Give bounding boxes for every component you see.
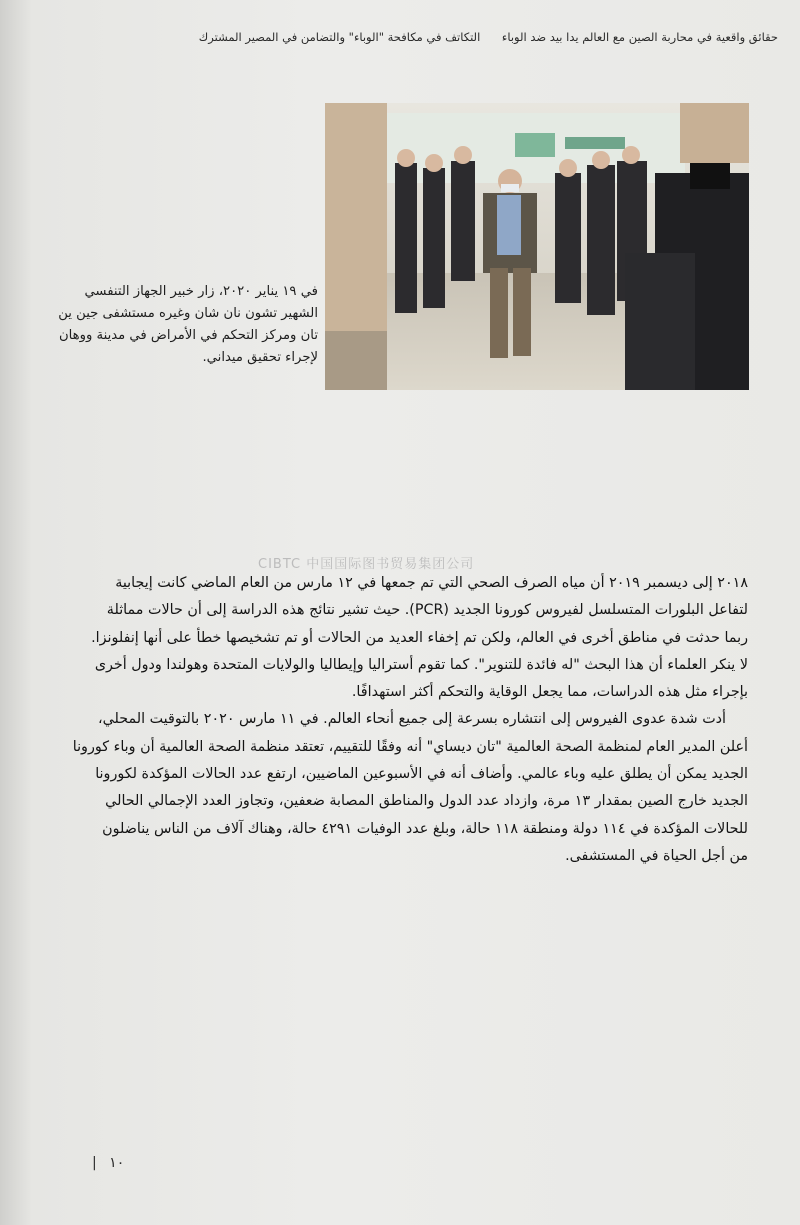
folio-separator: | [92,1155,97,1171]
caption-line: لإجراء تحقيق ميداني. [202,350,318,365]
body-line: ٢٠١٨ إلى ديسمبر ٢٠١٩ أن مياه الصرف الصحي التي تم جمعها في ١٢ مارس من العام الماضي كانت إيجابية [115,575,748,591]
body-line: لا ينكر العلماء أن هذا البحث "له فائدة للتنوير". كما تقوم أستراليا وإيطاليا والولايات المتحدة وهولندا ودول أخرى [94,656,748,673]
photo-illustration [325,103,749,390]
body-line: الجديد يمكن أن يطلق عليه وباء عالمي. وأضاف أنه في الأسبوعين الماضيين، ارتفع عدد الحالات المؤكدة لكورونا [95,766,748,783]
body-line: للحالات المؤكدة في ١١٤ دولة ومنطقة ١١٨ حالة، وبلغ عدد الوفيات ٤٢٩١ حالة، وهناك آلاف من الناس يناضلون [102,820,748,837]
body-line: ربما حدثت في مناطق أخرى في العالم، ولكن تم إخفاء العديد من الحالات أو تم تشخيصها خطأ على أنها إنفلونزا. [91,629,748,646]
running-header [150,30,778,44]
photo [325,103,749,390]
body-line: من أجل الحياة في المستشفى. [565,847,748,864]
body-line: الجديد خارج الصين بمقدار ١٣ مرة، وازداد عدد الدول والمناطق المصابة ضعفين، وتجاوز العدد الإجمالي الحالي [105,793,748,810]
caption-line: في ١٩ يناير ٢٠٢٠، زار خبير الجهاز التنفسي [84,284,318,299]
header-left-text: التكاتف في مكافحة "الوباء" والتضامن في المصير المشترك [198,30,481,44]
body-line: لتفاعل البلورات المتسلسل لفيروس كورونا الجديد (PCR). حيث تشير نتائج هذه الدراسة إلى أن حالات مماثلة [106,602,748,619]
publisher-watermark: CIBTC 中国国际图书贸易集团公司 [258,557,475,572]
page-folio [92,1155,124,1171]
body-paragraphs [32,570,748,870]
caption-line: الشهير تشون نان شان وغيره مستشفى جين ين [58,306,318,321]
page-number: ١٠ [109,1155,125,1171]
body-line: أدت شدة عدوى الفيروس إلى انتشاره بسرعة إلى جميع أنحاء العالم. في ١١ مارس ٢٠٢٠ بالتوقيت المحلي، [98,711,726,728]
caption-line: تان ومركز التحكم في الأمراض في مدينة ووهان [58,328,318,343]
body-line: بإجراء مثل هذه الدراسات، مما يجعل الوقاية والتحكم أكثر استهدافًا. [351,684,748,701]
header-right-text: حقائق واقعية في محاربة الصين مع العالم يدا بيد ضد الوباء [501,30,778,44]
photo-caption [22,281,318,369]
body-line: أعلن المدير العام لمنظمة الصحة العالمية "تان ديساي" أنه وفقًا للتقييم، تعتقد منظمة الصحة العالمية أن وباء كورونا [72,738,748,755]
